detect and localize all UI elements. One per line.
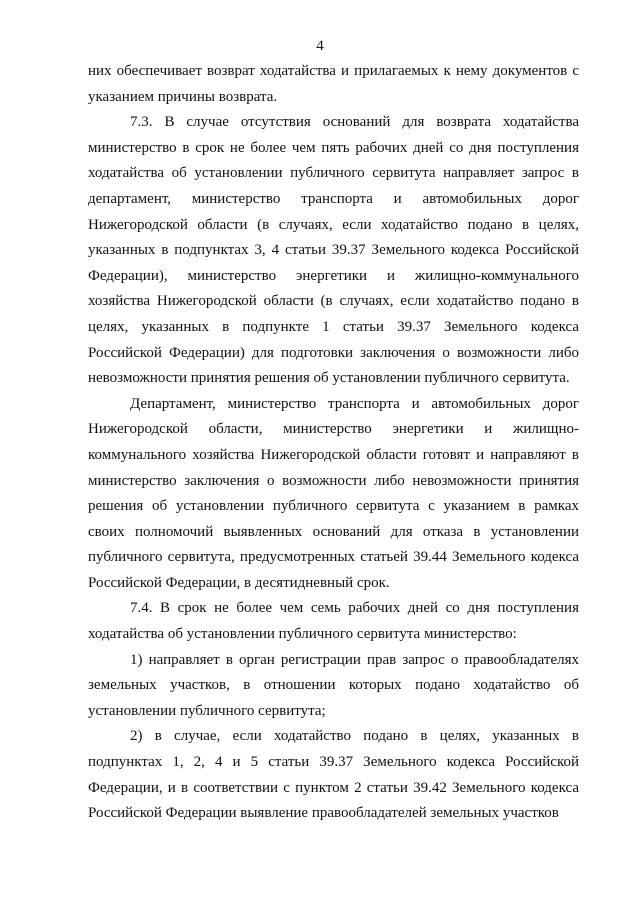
- document-body: [88, 59, 579, 827]
- paragraph-7-3: 7.3. В случае отсутствия оснований для возврата ходатайства министерство в срок не более чем пять рабочих дней со дня поступления ходатайства об установлении публичного сервитута направляет запрос в департамент, министерство транспорта и автомобильных дорог Нижегородской области (в случаях, если ходатайство подано в целях, указанных в подпунктах 3, 4 статьи 39.37 Земельного кодекса Российской Федерации), министерство энергетики и жилищно-коммунального хозяйства Нижегородской области (в случаях, если ходатайство подано в целях, указанных в подпункте 1 статьи 39.37 Земельного кодекса Российской Федерации) для подготовки заключения о возможности либо невозможности принятия решения об установлении публичного сервитута.: [88, 114, 579, 387]
- paragraph-continuation: них обеспечивает возврат ходатайства и прилагаемых к нему документов с указанием причины возврата.: [88, 63, 579, 105]
- paragraph-item-1: 1) направляет в орган регистрации прав запрос о правообладателях земельных участков, в отношении которых подано ходатайство об установлении публичного сервитута;: [88, 651, 579, 719]
- paragraph-7-4: 7.4. В срок не более чем семь рабочих дней со дня поступления ходатайства об установлении публичного сервитута министерство:: [88, 600, 579, 643]
- page-number: 4: [316, 38, 324, 54]
- paragraph-item-2: 2) в случае, если ходатайство подано в целях, указанных в подпунктах 1, 2, 4 и 5 статьи 39.37 Земельного кодекса Российской Федерации, и в соответствии с пунктом 2 статьи 39.42 Земельного кодекса Российской Федерации выявление правообладателей земельных участков: [88, 728, 579, 822]
- paragraph-department: Департамент, министерство транспорта и автомобильных дорог Нижегородской области, министерство энергетики и жилищно-коммунального хозяйства Нижегородской области готовят и направляют в министерство заключения о возможности либо невозможности принятия решения об установлении публичного сервитута с указанием в рамках своих полномочий выявленных оснований для отказа в установлении публичного сервитута, предусмотренных статьей 39.44 Земельного кодекса Российской Федерации, в десятидневный срок.: [88, 395, 579, 591]
